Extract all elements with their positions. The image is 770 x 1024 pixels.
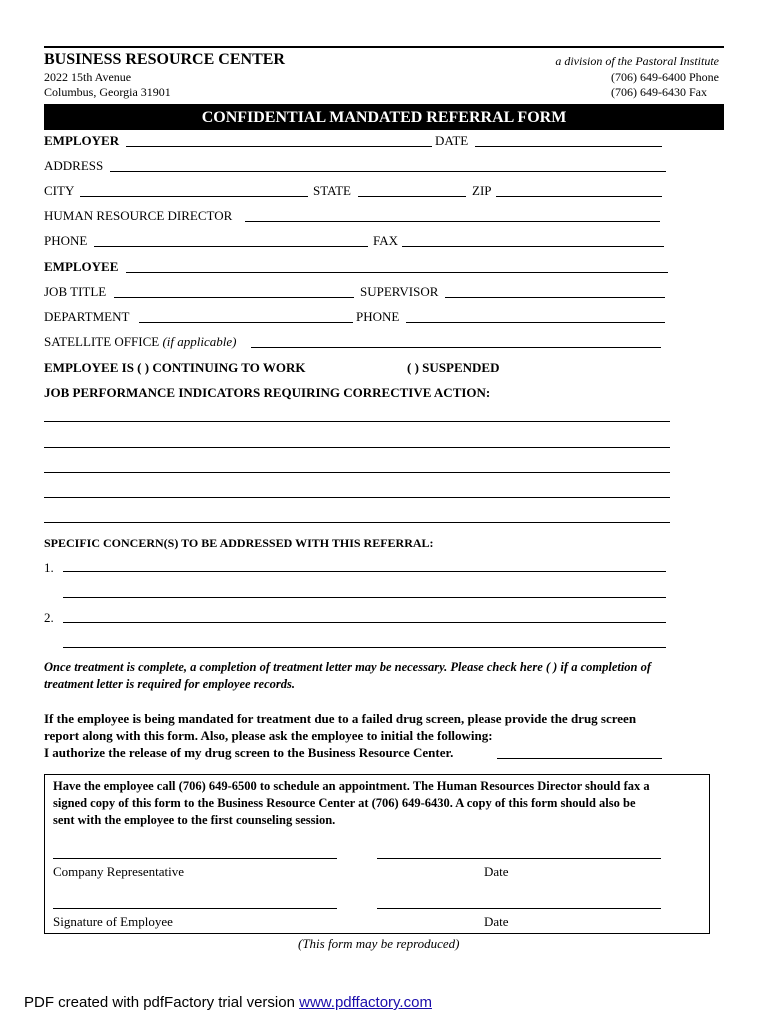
specific-concerns-heading: SPECIFIC CONCERN(S) TO BE ADDRESSED WITH THIS REFERRAL: [44,536,434,550]
performance-line-2[interactable] [44,447,670,448]
zip-label: ZIP [472,183,492,198]
division-text: a division of the Pastoral Institute [555,54,719,68]
phone-text: (706) 649-6400 Phone [611,70,719,84]
employee-status-suspended[interactable]: ( ) SUSPENDED [407,360,500,375]
department-field[interactable] [139,322,353,323]
date2-line[interactable] [377,908,661,909]
zip-field[interactable] [496,196,662,197]
fax-text: (706) 649-6430 Fax [611,85,707,99]
state-field[interactable] [358,196,466,197]
completion-note-line1: Once treatment is complete, a completion of treatment letter may be necessary. Please check here ( ) if a completion of [44,660,652,674]
drug-note-line3: I authorize the release of my drug screen to the Business Resource Center. [44,745,454,760]
performance-line-1[interactable] [44,421,670,422]
address-label: ADDRESS [44,158,104,173]
employee-signature-label: Signature of Employee [53,914,173,929]
box-line3: sent with the employee to the first counseling session. [53,813,336,827]
satellite-office-field[interactable] [251,347,661,348]
performance-line-4[interactable] [44,497,670,498]
concern-1-line-a[interactable] [63,571,666,572]
form-title: CONFIDENTIAL MANDATED REFERRAL FORM [44,104,724,130]
fax-field[interactable] [402,246,664,247]
phone-field[interactable] [94,246,368,247]
reproduced-note: (This form may be reproduced) [298,936,460,951]
phone-label: PHONE [44,233,88,248]
box-line1: Have the employee call (706) 649-6500 to schedule an appointment. The Human Resources Director should fax a [53,779,650,793]
supervisor-label: SUPERVISOR [360,284,439,299]
concern-2-number: 2. [44,610,54,625]
city-label: CITY [44,183,75,198]
employee-signature-line[interactable] [53,908,337,909]
job-title-field[interactable] [114,297,354,298]
company-rep-label: Company Representative [53,864,185,879]
phone2-field[interactable] [406,322,665,323]
hr-director-field[interactable] [245,221,660,222]
performance-line-5[interactable] [44,522,670,523]
city-field[interactable] [80,196,308,197]
hr-director-label: HUMAN RESOURCE DIRECTOR [44,208,233,223]
employee-status-continuing[interactable]: EMPLOYEE IS ( ) CONTINUING TO WORK [44,360,306,375]
pdffactory-link[interactable]: www.pdffactory.com [299,994,432,1011]
address-line1: 2022 15th Avenue [44,70,132,84]
pdf-footer: PDF created with pdfFactory trial version www.pdffactory.com [24,994,432,1011]
date1-line[interactable] [377,858,661,859]
date-field[interactable] [475,146,662,147]
employer-label: EMPLOYER [44,133,120,148]
concern-2-line-b[interactable] [63,647,666,648]
drug-initial-field[interactable] [497,758,662,759]
org-name: BUSINESS RESOURCE CENTER [44,51,285,68]
employee-label: EMPLOYEE [44,259,119,274]
date2-label: Date [484,914,509,929]
address-line2: Columbus, Georgia 31901 [44,85,171,99]
fax-label: FAX [373,233,399,248]
concern-1-line-b[interactable] [63,597,666,598]
drug-note-line1: If the employee is being mandated for treatment due to a failed drug screen, please provide the drug screen [44,711,637,726]
supervisor-field[interactable] [445,297,665,298]
employer-field[interactable] [126,146,432,147]
concern-1-number: 1. [44,560,54,575]
satellite-office-label: SATELLITE OFFICE (if applicable) [44,334,237,349]
performance-line-3[interactable] [44,472,670,473]
address-field[interactable] [110,171,666,172]
completion-note-line2: treatment letter is required for employee records. [44,677,296,691]
date1-label: Date [484,864,509,879]
drug-note-line2: report along with this form. Also, please ask the employee to initial the following: [44,728,493,743]
phone2-label: PHONE [356,309,400,324]
state-label: STATE [313,183,351,198]
employee-field[interactable] [126,272,668,273]
concern-2-line-a[interactable] [63,622,666,623]
department-label: DEPARTMENT [44,309,130,324]
header-rule [44,46,724,48]
box-line2: signed copy of this form to the Business Resource Center at (706) 649-6430. A copy of this form should also be [53,796,636,810]
company-rep-signature-line[interactable] [53,858,337,859]
date-label: DATE [435,133,469,148]
job-performance-heading: JOB PERFORMANCE INDICATORS REQUIRING CORRECTIVE ACTION: [44,385,491,400]
job-title-label: JOB TITLE [44,284,107,299]
